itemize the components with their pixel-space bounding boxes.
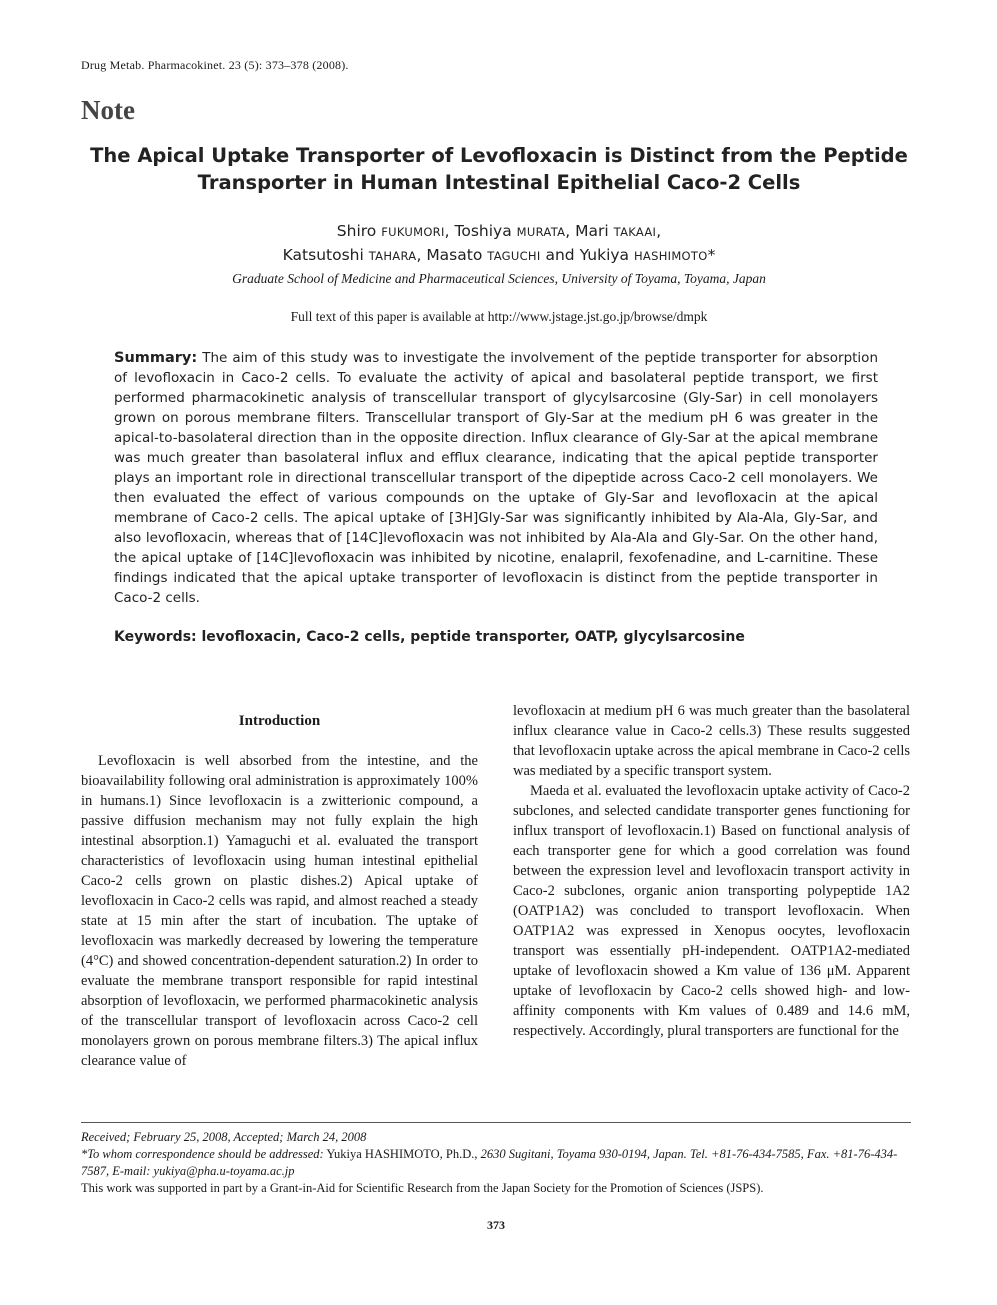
article-type-label: Note — [81, 95, 135, 125]
abstract-label: Summary: — [114, 350, 198, 366]
author-list: Shiro FUKUMORI, Toshiya MURATA, Mari TAKAAI, Katsutoshi TAHARA, Masato TAGUCHI and Yukiya HASHIMOTO* — [282, 222, 716, 264]
left-column — [81, 711, 478, 1071]
intro-paragraph: Maeda et al. evaluated the levofloxacin uptake activity of Caco-2 subclones, and selected candidate transporter genes functioning for influx transport of levofloxacin.1) Based on functional analysis of each transporter gene for which a good correlation was found between the expression level and levofloxacin transport activity in Caco-2 subclones, organic anion transporting polypeptide 1A2 (OATP1A2) was concluded to transport levofloxacin. When OATP1A2 was expressed in Xenopus oocytes, levofloxacin transport was essentially pH-independent. OATP1A2-mediated uptake of levofloxacin showed a Km value of 136 μM. Apparent uptake of levofloxacin by Caco-2 cells showed high- and low-affinity components with Km values of 0.489 and 14.6 mM, respectively. Accordingly, plural transporters are functional for the — [513, 783, 910, 1039]
corresponding-mark: * — [707, 246, 716, 264]
abstract — [114, 348, 878, 608]
received-date: Received; February 25, 2008, Accepted; March 24, 2008 — [81, 1130, 367, 1144]
author: Yukiya HASHIMOTO — [579, 246, 708, 264]
author: Mari TAKAAI — [575, 222, 657, 240]
fulltext-note: Full text of this paper is available at http://www.jstage.jst.go.jp/browse/dmpk — [290, 309, 708, 324]
correspondence: *To whom correspondence should be addressed: Yukiya HASHIMOTO, Ph.D., 2630 Sugitani, Toyama 930-0194, Japan. Tel. +81-76-434-7585, Fax. +81-76-434-7587, E-mail: yukiya@pha.u-toyama.ac.jp — [81, 1147, 898, 1178]
footnote-divider — [81, 1122, 911, 1123]
author: Toshiya MURATA — [454, 222, 566, 240]
footnotes — [81, 1129, 916, 1197]
funding-note: This work was supported in part by a Grant-in-Aid for Scientific Research from the Japan Society for the Promotion of Sciences (JSPS). — [81, 1181, 764, 1195]
intro-continuation: levofloxacin at medium pH 6 was much greater than the basolateral influx clearance value in Caco-2 cells.3) These results suggested that levofloxacin uptake across the apical membrane in Caco-2 cells was mediated by a specific transport system. — [513, 703, 910, 779]
journal-reference: Drug Metab. Pharmacokinet. 23 (5): 373–378 (2008). — [81, 58, 349, 72]
intro-paragraph: Levofloxacin is well absorbed from the intestine, and the bioavailability following oral administration is approximately 100% in humans.1) Since levofloxacin is a zwitterionic compound, a passive diffusion mechanism may not fully explain the high intestinal absorption.1) Yamaguchi et al. evaluated the transport characteristics of levofloxacin using human intestinal epithelial Caco-2 cells grown on plastic dishes.2) Apical uptake of levofloxacin in Caco-2 cells was rapid, and almost reached a steady state at 15 min after the start of incubation. The uptake of levofloxacin was markedly decreased by lowering the temperature (4°C) and showed concentration-dependent saturation.2) In order to evaluate the membrane transport responsible for rapid intestinal absorption of levofloxacin, we performed pharmacokinetic analysis of the transcellular transport of levofloxacin across Caco-2 cell monolayers grown on porous membrane filters.3) The apical influx clearance value of — [81, 753, 478, 1069]
author: Katsutoshi TAHARA — [282, 246, 417, 264]
keywords: Keywords: levofloxacin, Caco-2 cells, peptide transporter, OATP, glycylsarcosine — [114, 629, 745, 645]
article-title: The Apical Uptake Transporter of Levofloxacin is Distinct from the Peptide Transporter in Human Intestinal Epithelial Caco-2 Cells — [90, 144, 908, 194]
page-number: 373 — [487, 1218, 505, 1232]
author: Masato TAGUCHI — [426, 246, 541, 264]
affiliation: Graduate School of Medicine and Pharmaceutical Sciences, University of Toyama, Toyama, Japan — [232, 271, 766, 286]
section-heading: Introduction — [238, 713, 321, 729]
author: Shiro FUKUMORI — [336, 222, 445, 240]
right-column — [513, 701, 910, 1041]
abstract-text: The aim of this study was to investigate the involvement of the peptide transporter for absorption of levofloxacin in Caco-2 cells. To evaluate the activity of apical and basolateral peptide transport, we first performed pharmacokinetic analysis of transcellular transport of glycylsarcosine (Gly-Sar) in cell monolayers grown on porous membrane filters. Transcellular transport of Gly-Sar at the medium pH 6 was greater in the apical-to-basolateral direction than in the opposite direction. Influx clearance of Gly-Sar at the apical membrane was much greater than basolateral influx and efflux clearance, indicating that the apical peptide transporter plays an important role in directional transcellular transport of the dipeptide across Caco-2 cell monolayers. We then evaluated the effect of various compounds on the uptake of Gly-Sar and levofloxacin at the apical membrane of Caco-2 cells. The apical uptake of [3H]Gly-Sar was significantly inhibited by Ala-Ala, Gly-Sar, and also levofloxacin, whereas that of [14C]levofloxacin was not inhibited by Ala-Ala and Gly-Sar. On the other hand, the apical uptake of [14C]levofloxacin was inhibited by nicotine, enalapril, fexofenadine, and L-carnitine. These findings indicated that the apical uptake transporter of levofloxacin is distinct from the peptide transporter in Caco-2 cells. — [114, 350, 878, 606]
